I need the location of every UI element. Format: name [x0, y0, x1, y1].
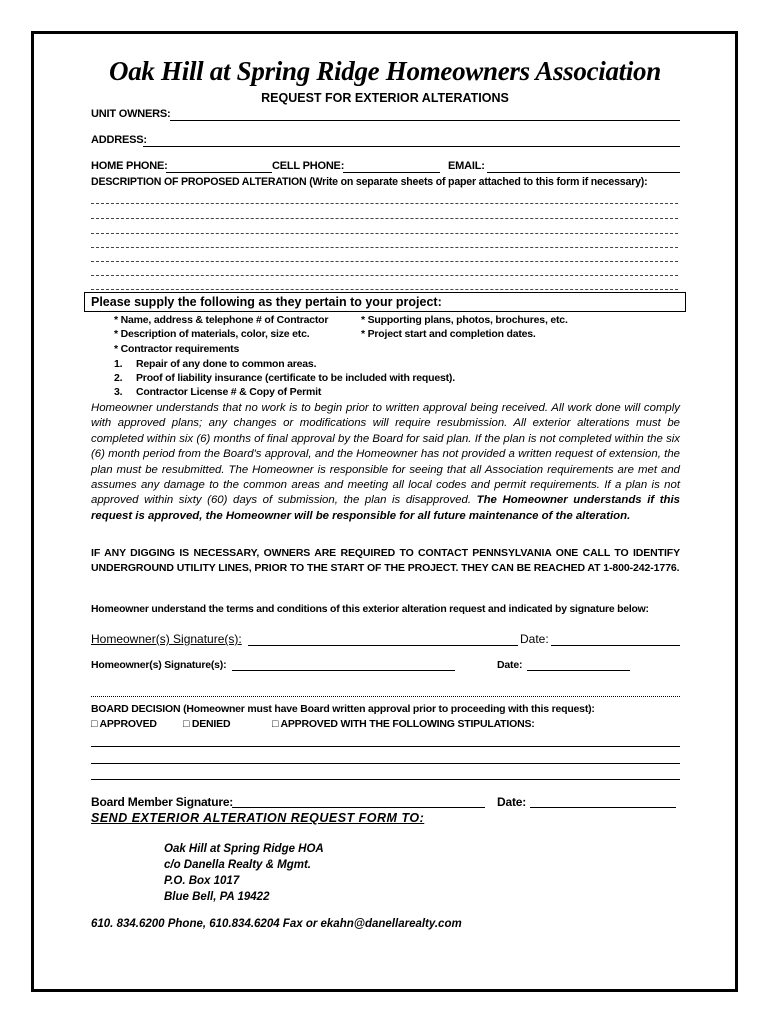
terms-bold-text: The Homeowner understands if this request is approved, the Homeowner will be responsible for all future maintenance of the alteration.	[91, 494, 680, 522]
stipulations-line[interactable]	[91, 779, 680, 780]
terms-text: Homeowner understands that no work is to begin prior to written approval being received. All work done will comply with approved plans; any changes or modifications will require resubmission. All exterior alterations must be completed within six (6) months of final approval by the Board for said plan. If the plan is not completed within the six (6) month period from the Board's approval, and the Homeowner has not provided a written request of extension, the plan must be resubmitted. The Homeowner is responsible for seeing that all Association requirements are met and assumes any damage to the common areas and meeting all local codes and permit requirements. If a plan is not approved within sixty (60) days of submission, the plan is disapproved.	[91, 402, 680, 507]
separator	[91, 696, 680, 697]
unit-owners-field[interactable]	[170, 120, 680, 121]
address-field[interactable]	[143, 146, 680, 147]
board-member-signature-label: Board Member Signature:	[91, 795, 234, 809]
description-line[interactable]	[91, 275, 678, 276]
date-label-2: Date:	[497, 659, 523, 671]
requirements-header: Please supply the following as they pertain to your project:	[84, 292, 686, 312]
date-field-2[interactable]	[527, 670, 630, 671]
home-phone-label: HOME PHONE:	[91, 160, 168, 172]
unit-owners-label: UNIT OWNERS:	[91, 108, 171, 120]
numbered-item-text: Contractor License # & Copy of Permit	[136, 386, 322, 398]
date-label: Date:	[520, 632, 549, 646]
approved-checkbox[interactable]: □ APPROVED	[91, 718, 157, 730]
document-title: Oak Hill at Spring Ridge Homeowners Association	[109, 56, 661, 86]
stipulations-line[interactable]	[91, 746, 680, 747]
cell-phone-label: CELL PHONE:	[272, 160, 345, 172]
numbered-item-number: 3.	[114, 386, 123, 398]
terms-paragraph	[91, 401, 680, 524]
cell-phone-field[interactable]	[343, 172, 440, 173]
numbered-item-number: 1.	[114, 358, 123, 370]
description-line[interactable]	[91, 203, 678, 204]
board-date-label: Date:	[497, 795, 527, 809]
description-label: DESCRIPTION OF PROPOSED ALTERATION (Write on separate sheets of paper attached to this form if necessary):	[91, 176, 648, 188]
board-date-field[interactable]	[530, 807, 676, 808]
address-line: c/o Danella Realty & Mgmt.	[164, 859, 311, 871]
numbered-item-number: 2.	[114, 372, 123, 384]
description-line[interactable]	[91, 218, 678, 219]
contact-info: 610. 834.6200 Phone, 610.834.6204 Fax or ekahn@danellarealty.com	[91, 918, 462, 930]
homeowner-signature-field-2[interactable]	[232, 670, 455, 671]
address-line: Oak Hill at Spring Ridge HOA	[164, 843, 324, 855]
address-line: P.O. Box 1017	[164, 875, 240, 887]
home-phone-field[interactable]	[166, 172, 272, 173]
acknowledge-text: Homeowner understand the terms and conditions of this exterior alteration request and indicated by signature below:	[91, 604, 649, 615]
email-label: EMAIL:	[448, 160, 485, 172]
address-label: ADDRESS:	[91, 134, 147, 146]
requirement-item: * Description of materials, color, size etc.	[114, 328, 310, 340]
email-field[interactable]	[487, 172, 680, 173]
description-line[interactable]	[91, 261, 678, 262]
description-line[interactable]	[91, 233, 678, 234]
homeowner-signature-field[interactable]	[248, 645, 518, 646]
requirement-item: * Contractor requirements	[114, 343, 240, 355]
board-member-signature-field[interactable]	[232, 807, 485, 808]
denied-checkbox[interactable]: □ DENIED	[183, 718, 231, 730]
homeowner-signature-label: Homeowner(s) Signature(s):	[91, 632, 242, 646]
description-line[interactable]	[91, 289, 678, 290]
requirement-item: * Project start and completion dates.	[361, 328, 536, 340]
board-decision-heading: BOARD DECISION (Homeowner must have Board written approval prior to proceeding with this request):	[91, 703, 595, 715]
homeowner-signature-label-2: Homeowner(s) Signature(s):	[91, 659, 227, 671]
stipulations-line[interactable]	[91, 763, 680, 764]
date-field[interactable]	[551, 645, 680, 646]
description-line[interactable]	[91, 247, 678, 248]
requirement-item: * Name, address & telephone # of Contractor	[114, 314, 329, 326]
address-line: Blue Bell, PA 19422	[164, 891, 270, 903]
approved-stipulations-checkbox[interactable]: □ APPROVED WITH THE FOLLOWING STIPULATIONS:	[272, 718, 535, 730]
send-heading: SEND EXTERIOR ALTERATION REQUEST FORM TO:	[91, 811, 425, 825]
numbered-item-text: Repair of any done to common areas.	[136, 358, 317, 370]
numbered-item-text: Proof of liability insurance (certificate to be included with request).	[136, 372, 455, 384]
requirement-item: * Supporting plans, photos, brochures, etc.	[361, 314, 568, 326]
digging-notice: IF ANY DIGGING IS NECESSARY, OWNERS ARE REQUIRED TO CONTACT PENNSYLVANIA ONE CALL TO IDENTIFY UNDERGROUND UTILITY LINES, PRIOR TO THE START OF THE PROJECT. THEY CAN BE REACHED AT 1-800-242-1776.	[91, 547, 680, 574]
document-subtitle: REQUEST FOR EXTERIOR ALTERATIONS	[261, 91, 509, 105]
